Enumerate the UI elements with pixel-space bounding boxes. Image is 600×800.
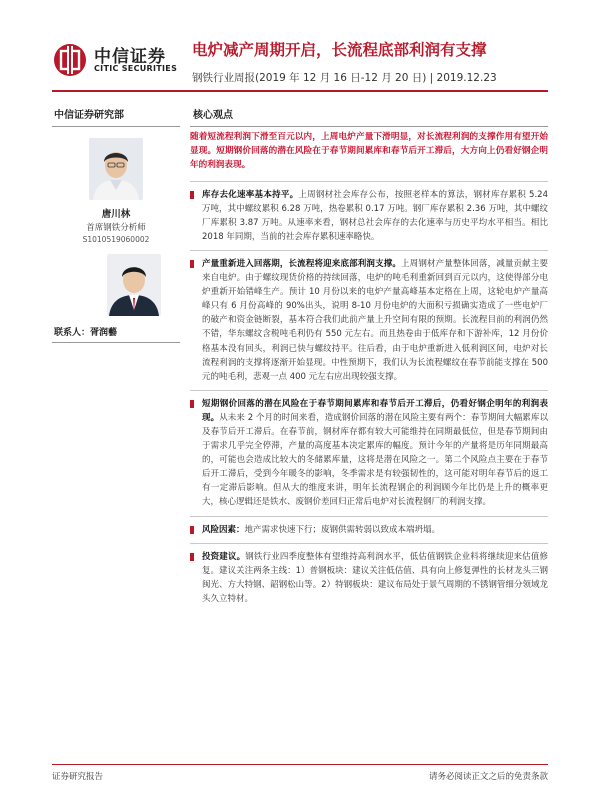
section-body: 从未来 2 个月的时间来看，造成钢价回落的潜在风险主要有两个：春节期间大幅累库以及春节后开工滞后。在春节前，钢材库存都有较大可能维持在同期最低位，但是春节期间由于需求几乎完全停滞，产量的高度基本决定累库的幅度。预计今年的产量将是历年同期最高的，可能也会造成比较大的冬储累库量，这将是潜在风险之一。第二个风险点主要在于春节后开工滞后，受到今年暖冬的影响，冬季需求是有较强韧性的，这可能对明年春节后的返工有一定滞后影响。但从大的维度来讲，明年长流程钢企的利润顾今年比仍是上升的概率更大，核心逻辑还是铁水、废钢价差回归正常后电炉对长流程钢厂的利润支撑。 [202, 412, 548, 508]
report-header [0, 0, 600, 92]
section-divider [190, 543, 548, 544]
analyst-title: 首席钢铁分析师 [86, 223, 146, 233]
footer-disclaimer: 请务必阅读正文之后的免责条款 [428, 772, 548, 782]
contact-person: 联系人：胥润藝 [52, 322, 180, 343]
sidebar-heading: 中信证券研究部 [52, 100, 180, 127]
citic-logo [52, 40, 182, 84]
section-lead: 产量重新进入回落期，长流程将迎来底部利润支撑。 [202, 258, 402, 269]
header-divider [52, 90, 548, 92]
bullet-marker [190, 191, 194, 199]
footer-report-type: 证券研究报告 [52, 772, 104, 782]
section-body: 钢铁行业四季度整体有望维持高利润水平，低估值钢铁企业料将继续迎来估值修复。建议关注两条主线：1）普钢板块：建议关注低估值、具有向上修复弹性的长材龙头三钢闽光、方大特钢、韶钢松山等。2）特钢板块：建议布局处于景气周期的不锈钢管细分领域龙头久立特材。 [202, 551, 548, 604]
section-divider [190, 516, 548, 517]
contact-photo [107, 254, 161, 316]
citic-logo-mark-icon [52, 42, 88, 78]
section-inventory [190, 188, 548, 244]
report-subtitle: 钢铁行业周报(2019 年 12 月 16 日-12 月 20 日) | 2019.12.23 [192, 72, 497, 84]
key-highlight: 随着短流程利润下滑至百元以内，上周电炉产量下滑明显，对长流程利润的支撑作用有望开始显现。短期钢价回落的潜在风险在于春节期间累库和春节后开工滞后，大方向上仍看好钢企明年的利润表现。 [190, 132, 548, 171]
section-divider [190, 181, 548, 182]
section-lead: 投资建议。 [202, 551, 246, 562]
section-body: 上周钢材产量整体回落，减量贡献主要来自电炉。由于螺纹现货价格的持续回落，电炉的吨毛利重新回到百元以内，这使得部分电炉重新开始错峰生产。预计 10 月份以来的电炉产量高峰基本定格在上周，这轮电炉产量高峰只有 6 月份高峰的 90%出头，说明 8-10 月份电炉的大面积亏损确实造成了一些电炉厂的破产和资金链断裂，基本符合我们此前产量上升空间有限的预期。长流程目前的利润仍然不错，华东螺纹含税吨毛利仍有 550 元左右。而且热卷由于低库存和下游补库，12 月份价格基本没有回头，利润已快与螺纹持平。往后看，由于电炉重新进入低利润区间，电炉对长流程利润的支撑将逐渐开始显现。中性预期下，我们认为长流程螺纹在春节前能支撑在 500 元的吨毛利，悲观一点 400 元左右应出现较强支撑。 [202, 258, 548, 382]
bullet-marker [190, 553, 194, 561]
logo-text-cn: 中信证券 [94, 47, 166, 67]
sidebar [52, 100, 180, 338]
section-lead: 风险因素： [202, 524, 245, 535]
section-divider [190, 250, 548, 251]
section-lead: 库存去化速率基本持平。 [202, 189, 299, 200]
bullet-marker [190, 526, 194, 534]
section-divider [190, 390, 548, 391]
report-title: 电炉减产周期开启，长流程底部利润有支撑 [192, 41, 487, 59]
section-lead: 短期钢价回落的潜在风险在于春节期间累库和春节后开工滞后，仍看好钢企明年的利润表现。 [202, 398, 548, 423]
logo-text-en: CITIC SECURITIES [94, 64, 178, 73]
section-body: 上周钢材社会库存公布，按照老样本的算法，钢材库存累积 5.24 万吨，其中螺纹累积 6.28 万吨，热卷累积 0.17 万吨。钢厂库存累积 2.36 万吨，其中螺纹厂库累积 3.87 万吨。从速率来看，钢材总社会库存的去化速率与历史平均水平相当。相比 2018 年同期，当前的社会库存累积速率略快。 [202, 189, 548, 242]
section-production [190, 257, 548, 384]
section-risk-outlook [190, 397, 548, 510]
analyst-photo [89, 138, 143, 200]
analyst-license-id: S1010519060002 [82, 235, 150, 244]
bullet-marker [190, 400, 194, 408]
section-investment-advice [190, 550, 548, 606]
core-views-heading: 核心观点 [190, 100, 548, 127]
analyst-name: 唐川林 [101, 209, 131, 220]
bullet-marker [190, 260, 194, 268]
section-body: 地产需求快速下行；废钢供需转弱以致成本端坍塌。 [244, 524, 441, 535]
footer-divider [52, 764, 548, 765]
section-risk-factors [190, 523, 548, 537]
main-content [190, 100, 548, 606]
